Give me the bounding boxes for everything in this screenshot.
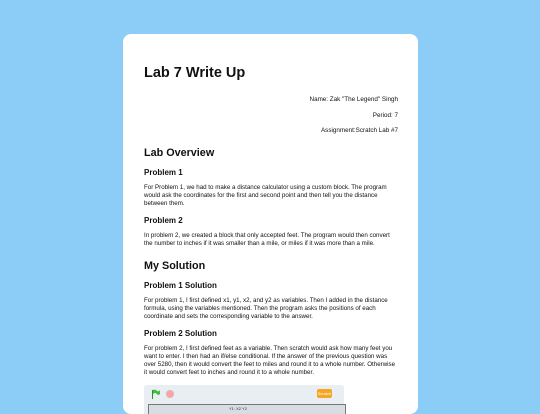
solution-1-heading: Problem 1 Solution xyxy=(144,281,217,290)
page-title: Lab 7 Write Up xyxy=(144,65,246,81)
document-page xyxy=(123,34,418,414)
solution-2-heading: Problem 2 Solution xyxy=(144,329,217,338)
problem-2-text: In problem 2, we created a block that only accepted feet. The program would then convert the number to inches if it was smaller than a mile, or miles if it was more than a mile. xyxy=(144,232,390,247)
problem-1-text: For Problem 1, we had to make a distance calculator using a custom block. The program would ask the coordinates for the first and second point and then tell you the distance between them. xyxy=(144,184,387,207)
problem-2-heading: Problem 2 xyxy=(144,216,183,225)
document-content xyxy=(123,34,418,414)
section-heading-solution: My Solution xyxy=(144,260,206,272)
meta-assignment: Assignment:Scratch Lab #7 xyxy=(320,127,398,134)
scratch-stage[interactable] xyxy=(148,404,346,414)
scratch-player xyxy=(144,385,344,414)
stage-variable-label: Y1: X2 Y2 xyxy=(229,406,247,411)
solution-2-text: For problem 2, I first defined feet as a variable. Then scratch would ask how many feet you want to enter. I then had an if/else conditional. If the answer of the previous question was over 5280, then it would convert the feet to miles and round it to a whole number. Otherwise it would convert feet to inches and round it to a whole number. xyxy=(144,345,396,376)
stop-icon[interactable] xyxy=(166,390,174,398)
meta-name: Name: Zak "The Legend" Singh xyxy=(309,96,398,103)
scratch-badge[interactable]: Scratch xyxy=(317,391,332,396)
green-flag-icon[interactable] xyxy=(151,389,161,399)
solution-1-text: For problem 1, I first defined x1, y1, x2, and y2 as variables. Then I added in the distance formula, using the variables mentioned. Then the program asks the positions of each coordinate and sets the corresponding variable to the answer. xyxy=(144,297,388,320)
problem-1-heading: Problem 1 xyxy=(144,168,183,177)
section-heading-overview: Lab Overview xyxy=(144,147,215,159)
meta-period: Period: 7 xyxy=(372,111,398,119)
